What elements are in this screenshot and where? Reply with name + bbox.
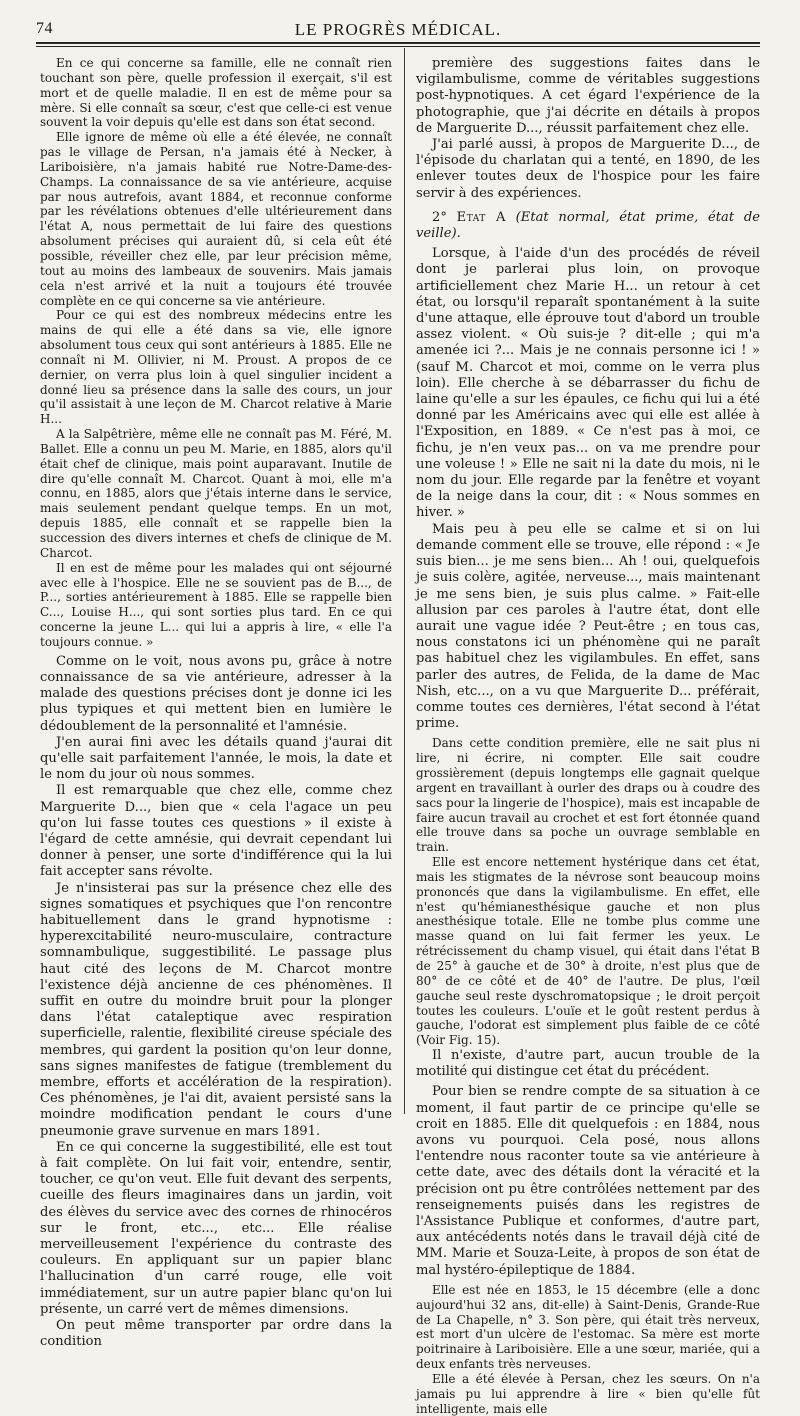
paragraph: Lorsque, à l'aide d'un des procédés de réveil dont je parlerai plus loin, on provoque artificiellement chez Marie H... un retour à cet état, ou lorsqu'il reparaît spontanément à la suite d'une attaque, elle éprouve tout d'abord un trouble assez violent. « Où suis-je ? dit-elle ; qui m'a amenée ici ?... Mais je ne connais personne ici ! » (sauf M. Charcot et moi, comme on le verra plus loin). Elle cherche à se débarrasser du fichu de laine qu'elle a sur les épaules, ce fichu qui lui a été donné par les Américains avec qui elle est allée à l'Exposition, en 1889. « Ce n'est pas à moi, ce fichu, je n'en veux pas... on va me prendre pour une voleuse ! » Elle ne sait ni la date du mois, ni le nom du jour. Elle regarde par la fenêtre et voyant de la neige dans la cour, dit : « Nous sommes en hiver. » — [416, 246, 760, 521]
paragraph: Il en est de même pour les malades qui ont séjourné avec elle à l'hospice. Elle ne se souvient pas de B..., de P..., sorties antérieurement à 1885. Elle se rappelle bien C..., Louise H..., qui sont sorties plus tard. En ce qui concerne la jeune L... qui lui a appris à lire, « elle l'a toujours connue. » — [40, 560, 392, 649]
paragraph: Pour bien se rendre compte de sa situation à ce moment, il faut partir de ce principe qu'elle se croit en 1885. Elle dit quelquefois : en 1884, nous avons vu pourquoi. Cela posé, nous allons l'entendre nous raconter toute sa vie antérieure à cette date, avec des détails dont la véracité et la précision ont pu être contrôlées nettement par des renseignements puisés dans les registres de l'Assistance Publique et conformes, d'autre part, aux antécédents notés dans le travail déjà cité de MM. Marie et Souza-Leite, à propos de son état de mal hystéro-épileptique de 1884. — [416, 1084, 760, 1278]
paragraph: A la Salpêtrière, même elle ne connaît pas M. Féré, M. Ballet. Elle a connu un peu M. Marie, en 1885, alors qu'il était chef de clinique, mais point auparavant. Inutile de dire qu'elle connaît M. Charcot. Quant à moi, elle m'a connu, en 1885, alors que j'étais interne dans le service, mais seulement pendant quelque temps. En un mot, depuis 1885, elle connaît et se rappelle bien la succession des divers internes et chefs de clinique de M. Charcot. — [40, 427, 392, 560]
paragraph: Elle a été élevée à Persan, chez les sœurs. On n'a jamais pu lui apprendre à lire « bien qu'elle fût intelligente, mais elle — [416, 1371, 760, 1416]
section-heading — [416, 210, 760, 242]
paragraph: Elle est encore nettement hystérique dans cet état, mais les stigmates de la névrose sont beaucoup moins prononcés que dans la vigilambulisme. En effet, elle n'est qu'hémianesthésique gauche et non plus anesthésique totale. Elle ne tombe plus comme une masse quand on lui fait fermer les yeux. Le rétrécissement du champ visuel, qui était dans l'état B de 25° à gauche et de 30° à droite, n'est plus que de 80° de ce côté et de 40° de l'autre. De plus, l'œil gauche seul reste dyschromatopsique ; le droit perçoit toutes les couleurs. L'ouïe et le goût restent perdus à gauche, l'odorat est simplement plus faible de ce côté (Voir Fig. 15). — [416, 855, 760, 1048]
paragraph: En ce qui concerne sa famille, elle ne connaît rien touchant son père, quelle profession il exerçait, s'il est mort et de quelle maladie. Il en est de même pour sa mère. Si elle connaît sa sœur, c'est que celle-ci est venue souvent la voir depuis qu'elle est dans son état second. — [40, 56, 392, 130]
page-header — [36, 16, 760, 42]
running-title: LE PROGRÈS MÉDICAL. — [294, 20, 502, 39]
header-rule-thick — [36, 42, 760, 44]
page-number: 74 — [36, 20, 53, 37]
paragraph: En ce qui concerne la suggestibilité, elle est tout à fait complète. On lui fait voir, entendre, sentir, toucher, ce qu'on veut. Elle fuit devant des serpents, cueille des fleurs imaginaires dans un jardin, voit des élèves du service avec des cornes de rhinocéros sur le front, etc..., etc... Elle réalise merveilleusement l'expérience du contraste des couleurs. En appliquant sur un papier blanc l'hallucination d'un carré rouge, elle voit immédiatement, sur un autre papier blanc qu'on lui présente, un carré vert de mêmes dimensions. — [40, 1139, 392, 1317]
right-column — [416, 56, 760, 1416]
paragraph: Il n'existe, d'autre part, aucun trouble de la motilité qui distingue cet état du précédent. — [416, 1048, 760, 1080]
header-rule-thin — [36, 46, 760, 47]
left-column — [40, 56, 392, 1350]
paragraph: Elle est née en 1853, le 15 décembre (elle a donc aujourd'hui 32 ans, dit-elle) à Saint-Denis, Grande-Rue de La Chapelle, n° 3. Son père, qui était très nerveux, est mort d'un ulcère de l'estomac. Sa mère est morte poitrinaire à Lariboisière. Elle a une sœur, mariée, qui a deux enfants très nerveuses. — [416, 1282, 760, 1372]
column-divider — [404, 48, 405, 1114]
paragraph: Comme on le voit, nous avons pu, grâce à notre connaissance de sa vie antérieure, adresser à la malade des questions précises dont je donne ici les plus typiques et qui mettent bien en lumière le dédoublement de la personnalité et l'amnésie. — [40, 653, 392, 734]
paragraph: Pour ce qui est des nombreux médecins entre les mains de qui elle a été dans sa vie, elle ignore absolument tous ceux qui sont antérieurs à 1885. Elle ne connaît ni M. Ollivier, ni M. Proust. A propos de ce dernier, on verra plus loin à quel singulier incident a donné lieu sa présence dans la salle des cours, un jour qu'il assistait à une leçon de M. Charcot relative à Marie H... — [40, 308, 392, 427]
section-number: 2° — [432, 209, 447, 225]
paragraph: Il est remarquable que chez elle, comme chez Marguerite D..., bien que « cela l'agace un peu qu'on lui fasse toutes ces questions » il existe à l'égard de cette amnésie, qui devrait cependant lui donner à penser, une sorte d'indifférence qui la lui fait accepter sans révolte. — [40, 783, 392, 880]
paragraph: J'ai parlé aussi, à propos de Marguerite D..., de l'épisode du charlatan qui a tenté, en 1890, de les enlever toutes deux de l'hospice pour les faire servir à des expériences. — [416, 137, 760, 201]
section-label: Etat A — [456, 209, 506, 225]
paragraph: première des suggestions faites dans le vigilambulisme, comme de véritables suggestions post-hypnotiques. A cet égard l'expérience de la photographie, que j'ai décrite en détails à propos de Marguerite D..., réussit parfaitement chez elle. — [416, 56, 760, 136]
paragraph: On peut même transporter par ordre dans la condition — [40, 1318, 392, 1350]
paragraph: Elle ignore de même où elle a été élevée, ne connaît pas le village de Persan, n'a jamais été à Necker, à Lariboisière, n'a jamais habité rue Notre-Dame-des-Champs. La connaissance de sa vie antérieure, acquise par nous autrefois, avant 1884, et reconnue conforme par les révélations obtenues d'elle ultérieurement dans l'état A, nous permettait de lui faire des questions absolument précises qui auraient dû, si cela eût été possible, réveiller chez elle, par leur précision même, tout au moins des lambeaux de souvenirs. Mais jamais cela n'est arrivé et la nuit a toujours été trouvée complète en ce qui concerne sa vie antérieure. — [40, 130, 392, 308]
paragraph: J'en aurai fini avec les détails quand j'aurai dit qu'elle sait parfaitement l'année, le mois, la date et le nom du jour où nous sommes. — [40, 734, 392, 783]
section-subtitle: (Etat normal, état prime, état de veille). — [416, 209, 760, 242]
paragraph: Mais peu à peu elle se calme et si on lui demande comment elle se trouve, elle répond : « Je suis bien... je me sens bien... Ah ! oui, quelquefois je suis colère, agitée, nerveuse..., mais maintenant je me sens bien, je suis plus calme. » Fait-elle allusion par ces paroles à l'autre état, dont elle aurait une vague idée ? Peut-être ; en tous cas, nous constatons ici un phénomène qui ne paraît pas habituel chez les vigilambules. En effet, sans parler des autres, de Felida, de la dame de Mac Nish, etc..., on a vu que Marguerite D... préférait, comme toutes ces dernières, l'état second à l'état prime. — [416, 521, 760, 732]
paragraph: Je n'insisterai pas sur la présence chez elle des signes somatiques et psychiques que l'on rencontre habituellement dans le grand hypnotisme : hyperexcitabilité neuro-musculaire, contracture somnambulique, suggestibilité. Le passage plus haut cité des leçons de M. Charcot montre l'existence déjà ancienne de ces phénomènes. Il suffit en outre du moindre bruit pour la plonger dans l'état cataleptique avec respiration superficielle, ralentie, flexibilité cireuse spéciale des membres, qui gardent la position qu'on leur donne, sans signes manifestes de fatigue (tremblement du membre, efforts et accélération de la respiration). Ces phénomènes, je l'ai dit, avaient persisté sans la moindre modification pendant le cours d'une pneumonie grave survenue en mars 1891. — [40, 880, 392, 1139]
paragraph: Dans cette condition première, elle ne sait plus ni lire, ni écrire, ni compter. Elle sait coudre grossièrement (depuis longtemps elle gagnait quelque argent en travaillant à ourler des draps ou à coudre des sacs pour la lingerie de l'hospice), mais est incapable de faire aucun travail au crochet et est fort étonnée quand elle trouve dans sa poche un ouvrage semblable en train. — [416, 736, 760, 855]
